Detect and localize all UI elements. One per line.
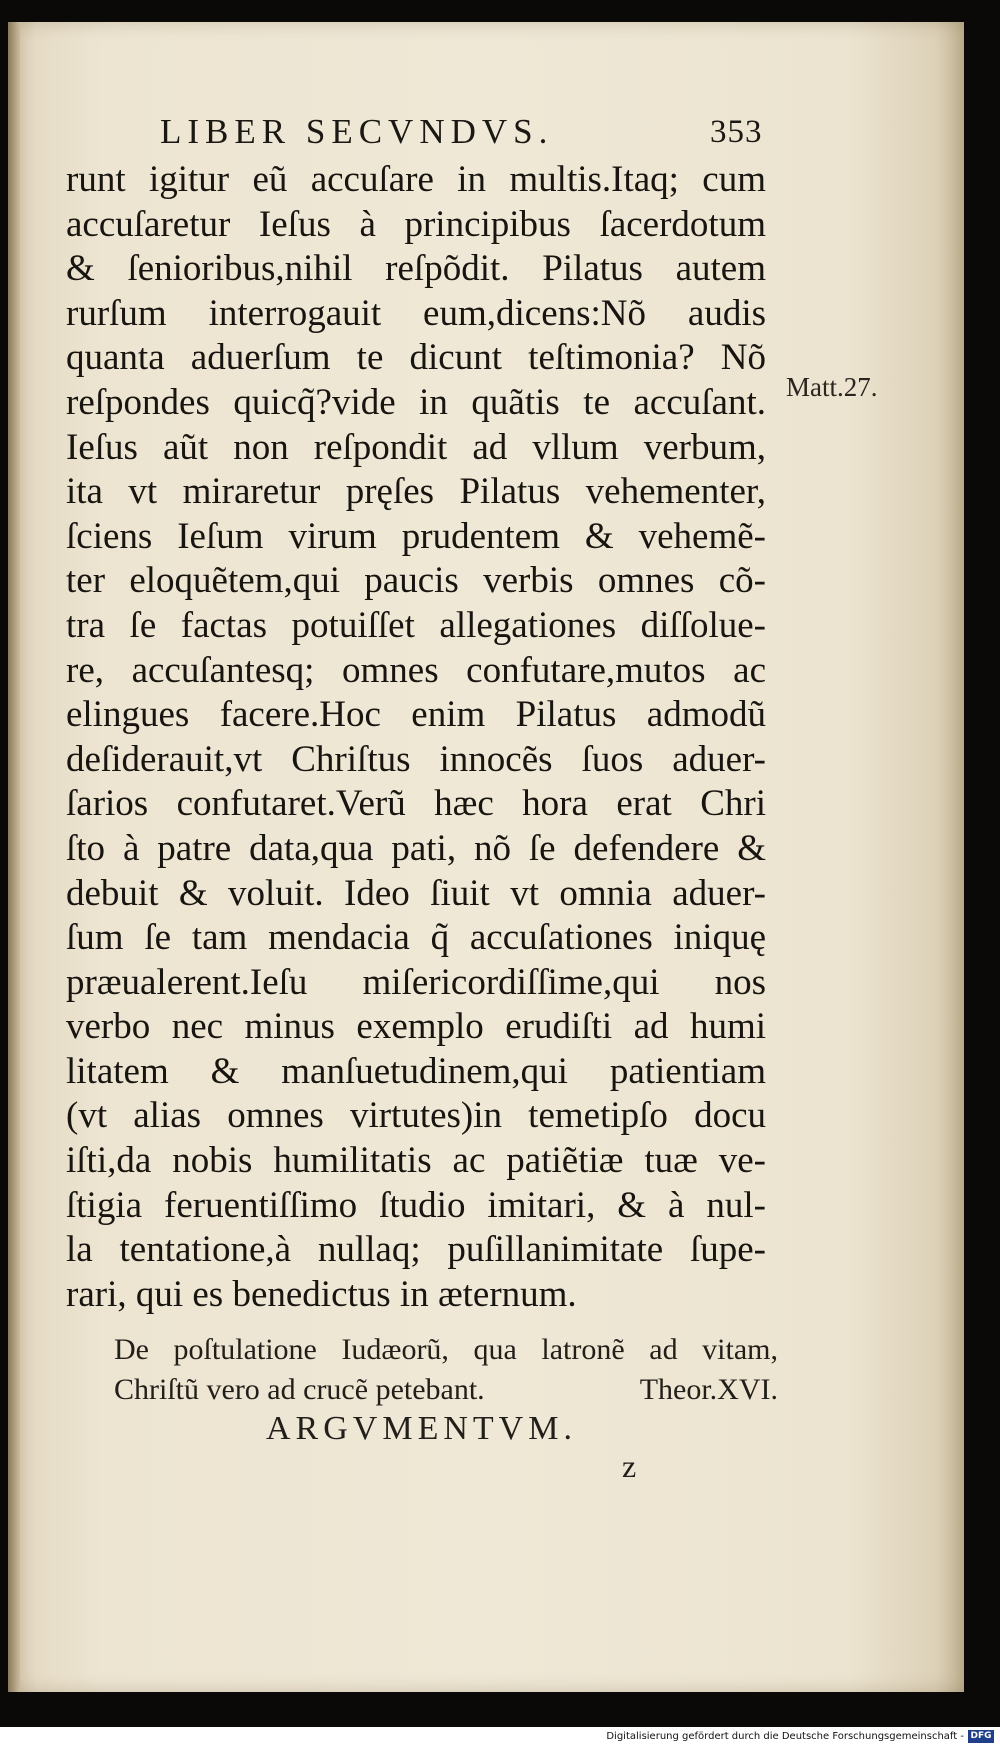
page-number: 353 [710,114,763,150]
text-line: debuit & voluit. Ideo ſiuit vt omnia aduer- [66,872,766,914]
text-line: verbo nec minus exemplo erudiſti ad humi [66,1006,766,1048]
text-line: & ſenioribus,nihil reſpõdit. Pilatus autem [66,248,766,290]
text-line: (vt alias omnes virtutes)in temetipſo docu [66,1095,766,1137]
text-line: iſti,da nobis humilitatis ac patiẽtiæ tuæ ve- [66,1140,766,1182]
text-line: ſarios confutaret.Verũ hæc hora erat Chri [66,783,766,825]
margin-note-reference: Matt.27. [786,372,878,402]
text-line: ſciens Ieſum virum prudentem & vehemẽ- [66,515,766,557]
signature-mark: z [622,1448,637,1484]
running-head: LIBER SECVNDVS. [160,112,554,151]
text-line: litatem & manſuetudinem,qui patientiam [66,1050,766,1092]
text-line: ter eloquẽtem,qui paucis verbis omnes cõ- [66,560,766,602]
theorem-number: Theor.XVI. [639,1373,778,1406]
text-line: ſum ſe tam mendacia q̃ accuſationes iniquę [66,917,766,959]
dfg-logo: DFG [968,1730,994,1743]
text-line: tra ſe factas potuiſſet allegationes diſſolue- [66,604,766,646]
text-line: re, accuſantesq; omnes confutare,mutos ac [66,649,766,691]
text-line-last: rari, qui es benedictus in æternum. [66,1273,577,1315]
text-line: accuſaretur Ieſus à principibus ſacerdotum [66,203,766,245]
text-line: runt igitur eũ accuſare in multis.Itaq; cum [66,159,766,200]
text-line: reſpondes quicq̃?vide in quãtis te accuſant. [66,381,766,423]
text-line: præualerent.Ieſu miſericordiſſime,qui nos [66,961,766,1003]
caption-line: De poſtulatione Iudæorũ, qua latronẽ ad vitam, [114,1333,778,1366]
text-line: ſto à patre data,qua pati, nõ ſe defendere & [66,827,766,869]
text-line: quanta aduerſum te dicunt teſtimonia? Nõ [66,337,766,379]
section-title: ARGVMENTVM. [266,1410,577,1447]
page-gutter-edge [8,22,20,1692]
caption-line [114,1370,778,1410]
funding-credit: Digitalisierung gefördert durch die Deutsche Forschungsgemeinschaft - [606,1731,964,1742]
body-text [66,158,786,1317]
text-line: Ieſus aũt non reſpondit ad vllum verbum, [66,426,766,468]
text-line: elingues facere.Hoc enim Pilatus admodũ [66,694,766,736]
text-line: la tentatione,à nullaq; puſillanimitate ſupe- [66,1229,766,1271]
text-line: rurſum interrogauit eum,dicens:Nõ audis [66,292,766,334]
chapter-caption [114,1330,782,1410]
text-line: deſiderauit,vt Chriſtus innocẽs ſuos aduer- [66,738,766,780]
caption-text: Chriſtũ vero ad crucẽ petebant. [114,1373,485,1406]
text-line: ſtigia feruentiſſimo ſtudio imitari, & à nul- [66,1184,766,1226]
text-line: ita vt miraretur pręſes Pilatus vehementer, [66,471,766,513]
